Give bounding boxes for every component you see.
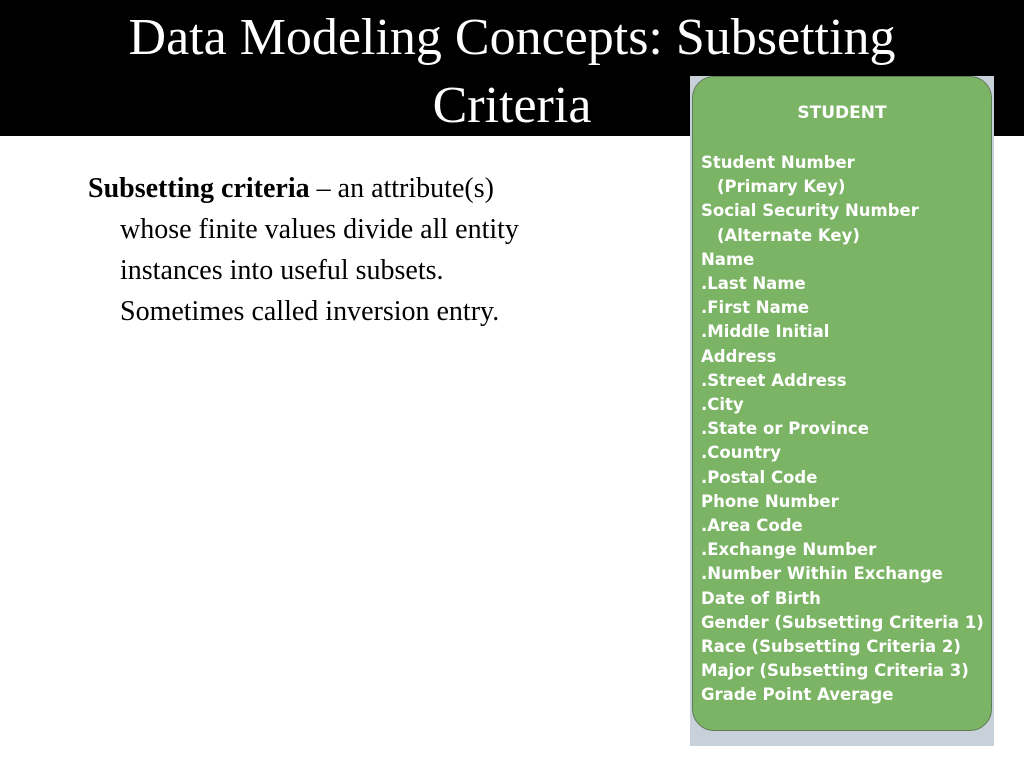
attribute-item: (Alternate Key) (717, 225, 860, 245)
attribute-item: Name (701, 249, 755, 269)
definition-first-line (88, 168, 648, 209)
definition-line: whose finite values divide all entity (120, 214, 519, 245)
attribute-item: .City (701, 395, 744, 415)
entity-name: STUDENT (797, 103, 887, 123)
attribute-item: Date of Birth (701, 588, 821, 608)
definition-line: Sometimes called inversion entry. (120, 296, 500, 327)
attribute-item: Major (Subsetting Criteria 3) (701, 661, 969, 681)
attribute-item: .State or Province (701, 419, 869, 439)
attribute-item: Phone Number (701, 491, 839, 511)
attribute-item: Student Number (701, 153, 855, 172)
attribute-item: .Area Code (701, 516, 803, 536)
slide-title-line: Criteria (432, 77, 592, 134)
attribute-item: .Last Name (701, 274, 806, 294)
attribute-item: .Postal Code (701, 467, 818, 487)
definition-term: Subsetting criteria (88, 173, 310, 204)
definition-line: instances into useful subsets. (120, 255, 444, 286)
slide-title-line: Data Modeling Concepts: Subsetting (128, 9, 896, 66)
entity-figure (690, 76, 994, 746)
definition-lead: – an attribute(s) (309, 173, 494, 204)
attribute-item: .Number Within Exchange (701, 564, 943, 584)
attribute-item: Race (Subsetting Criteria 2) (701, 637, 961, 657)
attribute-item: .First Name (701, 298, 810, 318)
attribute-item: .Street Address (701, 370, 847, 390)
attribute-item: Grade Point Average (701, 685, 894, 705)
attribute-item: .Exchange Number (701, 540, 877, 560)
attribute-item: Gender (Subsetting Criteria 1) (701, 612, 984, 632)
attribute-item: .Country (701, 443, 781, 463)
attribute-item: Social Security Number (701, 201, 919, 221)
attribute-item: (Primary Key) (717, 177, 846, 197)
student-entity-box (692, 76, 992, 731)
definition-paragraph (88, 168, 648, 332)
attribute-list (701, 151, 984, 708)
attribute-item: .Middle Initial (701, 322, 830, 342)
attribute-item: Address (701, 346, 777, 366)
